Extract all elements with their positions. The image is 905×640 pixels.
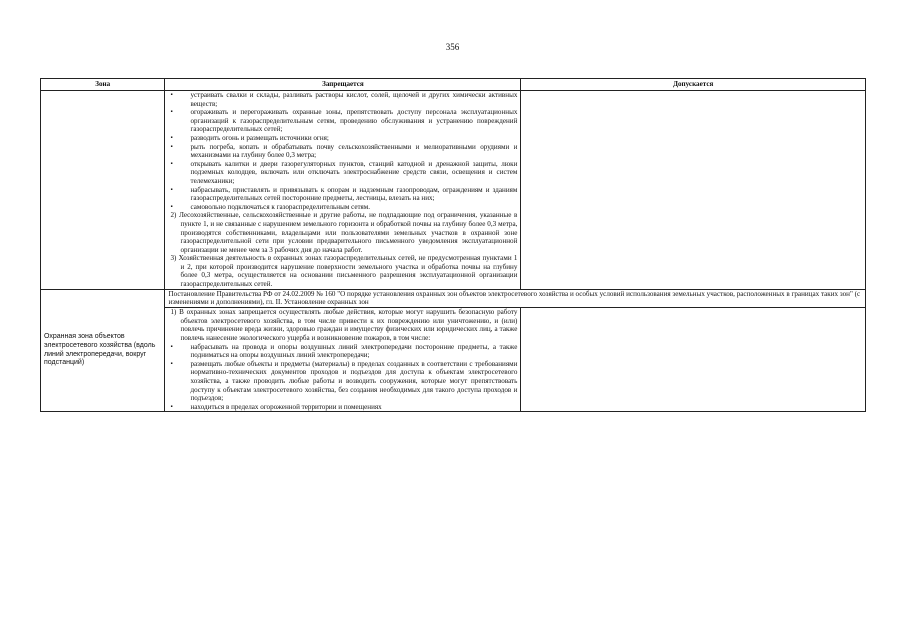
header-zone: Зона xyxy=(41,79,165,91)
list-item: ▪ находиться в пределах огороженной территории и помещениях xyxy=(168,403,517,412)
electric-zone-name: Охранная зона объектов электросетевого хозяйства (вдоль линий электропередачи, вокруг подстанций) xyxy=(41,289,165,412)
gas-paragraph-2: 2) Лесохозяйственные, сельскохозяйственные и другие работы, не подпадающие под ограничения, указанные в пункте 1, и не связанные с нарушением земельного горизонта и обработкой почвы на глубину более 0,3 метра, производятся собственниками, владельцами или пользователями земельных участков в охранной зоне газораспределительной сети при условии предварительного письменного уведомления эксплуатационной организации не менее чем за 3 рабочих дня до начала работ. xyxy=(170,211,518,254)
gas-forbidden-list xyxy=(168,91,517,211)
electric-forbidden-cell xyxy=(165,308,521,412)
decree-reference: Постановление Правительства РФ от 24.02.2009 № 160 "О порядке установления охранных зон объектов электросетевого хозяйства и особых условий использования земельных участков, расположенных в границах таких зон" (с изменениями и дополнениями), гл. II. Установление охранных зон xyxy=(165,289,866,308)
list-item: ▪ размещать любые объекты и предметы (материалы) в пределах созданных в соответствии с требованиями нормативно-технических документов проходов и подъездов для доступа к объектам электросетевого хозяйства, а также проводить любые работы и возводить сооружения, которые могут препятствовать доступу к объектам электросетевого хозяйства, без создания необходимых для такого доступа проходов и подъездов; xyxy=(168,360,517,403)
list-item: ▪ самовольно подключаться к газораспределительным сетям. xyxy=(168,203,517,212)
gas-paragraph-3: 3) Хозяйственная деятельность в охранных зонах газораспределительных сетей, не предусмотренная пунктами 1 и 2, при которой производится нарушение поверхности земельного участка и обработка почвы на глубину более 0,3 метра, осуществляется на основании письменного разрешения эксплуатационной организации газораспределительных сетей. xyxy=(170,254,518,289)
electric-forbidden-list xyxy=(168,343,517,412)
list-item: ▪ набрасывать, приставлять и привязывать к опорам и надземным газопроводам, ограждениям и зданиям газораспределительных сетей посторонние предметы, лестницы, влезать на них; xyxy=(168,186,517,203)
list-item: ▪ набрасывать на провода и опоры воздушных линий электропередачи посторонние предметы, а также подниматься на опоры воздушных линий электропередачи; xyxy=(168,343,517,360)
gas-network-row xyxy=(41,91,866,290)
gas-zone-cell xyxy=(41,91,165,290)
decree-row xyxy=(41,289,866,308)
zones-table xyxy=(40,78,866,412)
gas-allowed-cell xyxy=(521,91,866,290)
list-item: ▪ устраивать свалки и склады, разливать растворы кислот, солей, щелочей и других химически активных веществ; xyxy=(168,91,517,108)
list-item: ▪ разводить огонь и размещать источники огня; xyxy=(168,134,517,143)
electric-intro: 1) В охранных зонах запрещается осуществлять любые действия, которые могут нарушить безопасную работу объектов электросетевого хозяйства, в том числе привести к их повреждению или уничтожению, и (или) повлечь причинение вреда жизни, здоровью граждан и имуществу физических или юридических лиц, а также повлечь нанесение экологического ущерба и возникновение пожаров, в том числе: xyxy=(170,308,518,343)
electric-allowed-cell xyxy=(521,308,866,412)
list-item: ▪ рыть погреба, копать и обрабатывать почву сельскохозяйственными и мелиоративными орудиями и механизмами на глубину более 0,3 метра; xyxy=(168,143,517,160)
header-allowed: Допускается xyxy=(521,79,866,91)
list-item: ▪ открывать калитки и двери газорегуляторных пунктов, станций катодной и дренажной защиты, люки подземных колодцев, включать или отключать электроснабжение средств связи, освещения и систем телемеханики; xyxy=(168,160,517,186)
page-number: 356 xyxy=(445,42,460,52)
electric-row xyxy=(41,308,866,412)
list-item: ▪ огораживать и перегораживать охранные зоны, препятствовать доступу персонала эксплуатационных организаций к газораспределительным сетям, проведению обслуживания и устранению повреждений газораспределительных сетей; xyxy=(168,108,517,134)
gas-forbidden-cell xyxy=(165,91,521,290)
header-forbidden: Запрещается xyxy=(165,79,521,91)
header-row xyxy=(41,79,866,91)
